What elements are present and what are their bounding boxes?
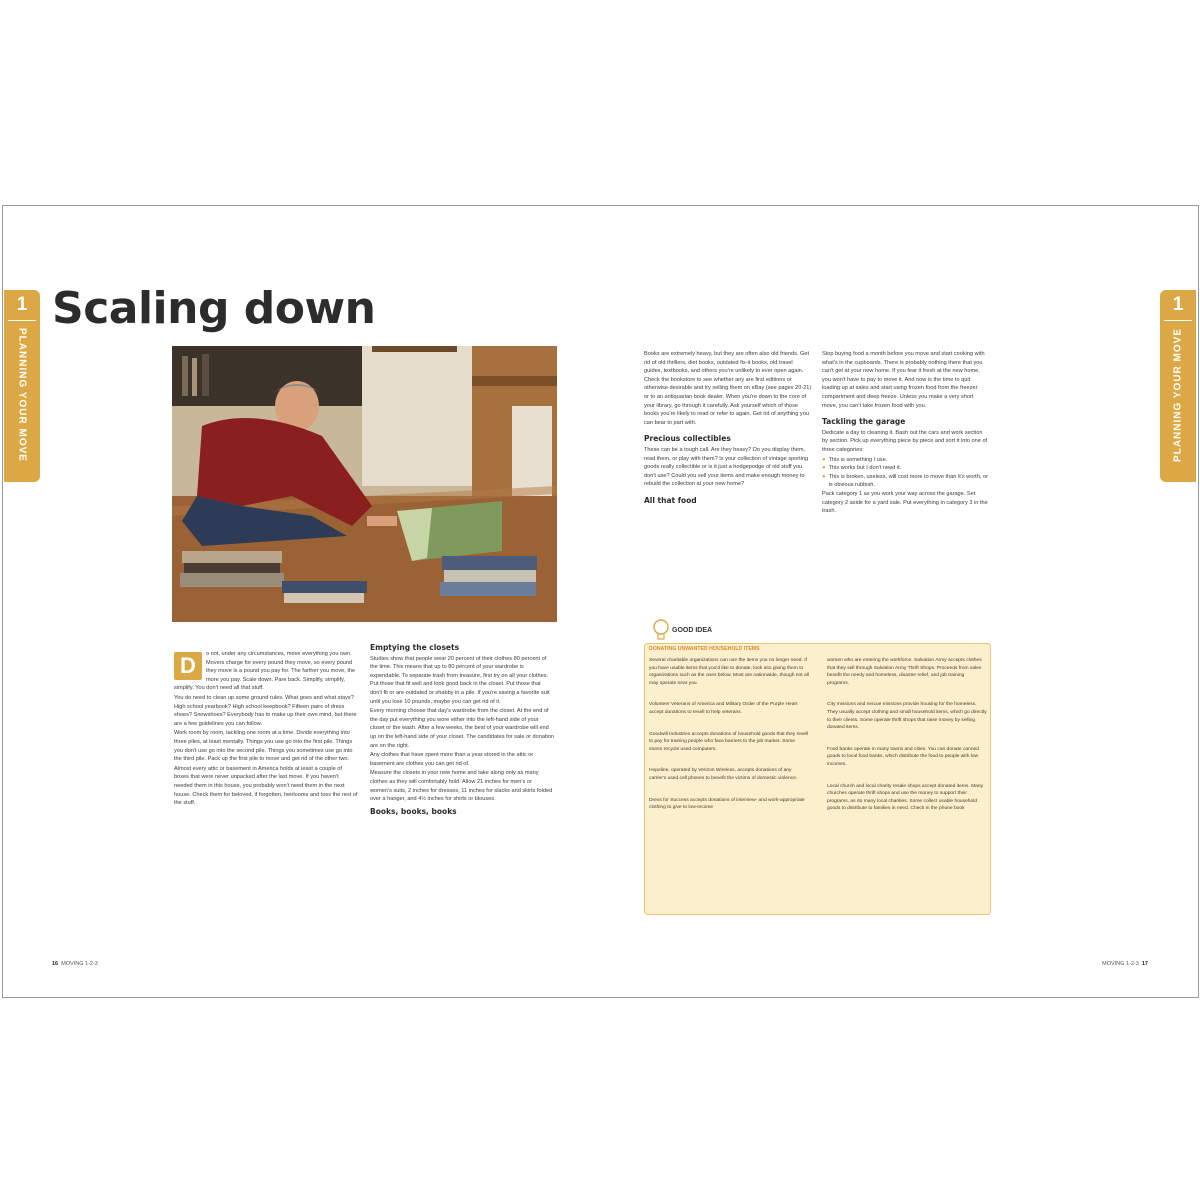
- page-number: 16: [52, 961, 59, 967]
- body-paragraph: Any clothes that have spent more than a year stored in the attic or basement are clothes you can get rid of.: [370, 752, 534, 767]
- body-paragraph: Studies show that people wear 20 percent of their clothes 80 percent of the time. This means that up to 80 percent of your wardrobe is expendable. To separate trash from treasure, first try on all your clothes. Put those that fit well and look good back in the closet. Put those that don't fit or are outdated or shabby in a pile. If you're saving a favorite suit until you lose 10 pounds, maybe you can get rid of it.: [370, 655, 550, 705]
- box-paragraph: Dress for Success accepts donations of interview- and work-appropriate clothing to give to low-income: [649, 797, 805, 811]
- running-footer: MOVING 1-2-3: [1102, 961, 1139, 967]
- running-footer: MOVING 1-2-3: [61, 961, 98, 967]
- body-paragraph: Pack category 1 as you work your way across the garage. Set category 2 aside for a yard sale. Put everything in category 3 in the trash.: [822, 490, 988, 515]
- list-item: ● This works but I don't need it.: [822, 465, 902, 472]
- folio-right: [1102, 961, 1148, 967]
- body-paragraph: Measure the closets in your new home and take along only as many clothes as they will comfortably hold. Allow 21 inches for men's or women's suits, 2 inches for dresses, 11 inches for slacks and skirts folded over a hanger, and 4½ inches for shirts or blouses.: [370, 770, 553, 803]
- section-heading: Books, books, books: [370, 806, 457, 816]
- good-idea-header: [644, 612, 989, 642]
- article-column-4: [822, 350, 988, 517]
- box-paragraph: City missions and rescue missions provide housing for the homeless. They usually accept clothing and small household items, which go directly to their clients. Some operate thrift shops that raise money by selling donated items.: [827, 702, 987, 731]
- section-heading: Tackling the garage: [822, 417, 906, 427]
- good-idea-label: GOOD IDEA: [672, 627, 713, 634]
- chapter-tab-label: PLANNING YOUR MOVE: [16, 328, 28, 462]
- body-paragraph: Dedicate a day to cleaning it. Bash out the cars and work section by section. Pick up everything piece by piece and sort it into one of three categories:: [822, 429, 988, 453]
- article-column-3: [644, 350, 812, 508]
- page-title: Scaling down: [52, 283, 376, 334]
- body-paragraph: Work room by room, tackling one room at a time. Divide everything into three piles, at least mentally. Things you use go into the first pile. Things you don't use go into the second pile. Things you sometimes use go into the third pile. Pack up the first pile to move and get rid of the other two.: [174, 730, 353, 763]
- section-heading: Precious collectibles: [644, 434, 731, 444]
- box-paragraph: Volunteer Veterans of America and Military Order of the Purple Heart accept donations to resell to help veterans.: [649, 702, 798, 715]
- bullet-icon: ●: [822, 456, 826, 463]
- bullet-icon: ●: [822, 473, 826, 480]
- body-paragraph: These can be a tough call. Are they heavy? Do you display them, read them, or play with them? Is your collection of vintage sporting goods really collectible or is it just a hodgepodge of old stuff you don't use? Could you sell your items and make enough money to rebuild the collection at your new home?: [644, 446, 809, 488]
- body-paragraph: Stop buying food a month before you move and start cooking with what's in the cupboards. There is probably nothing there that you can't get at your new home. If you fear it fresh at the new home, you won't have to pay to move it. And now is the time to quit loading up at sales and start using frozen food from the freezer compartment and deep freeze. Unless you make a very short move, you can't take frozen food with you.: [822, 351, 985, 409]
- list-item: ● This is broken, useless, will cost more to move than it's worth, or is obvious rubbish.: [822, 473, 988, 489]
- chapter-tab-right: [1160, 290, 1196, 482]
- chapter-tab-label: PLANNING YOUR MOVE: [1172, 328, 1184, 462]
- box-paragraph: Goodwill Industries accepts donations of household goods that they resell to pay for training people who face barriers to the job market. Some stores recycle used computers.: [649, 731, 809, 752]
- page-number: 17: [1141, 961, 1148, 967]
- tab-divider: [1164, 320, 1192, 321]
- lightbulb-icon: [652, 618, 670, 642]
- article-column-1: [174, 650, 358, 809]
- section-heading: Emptying the closets: [370, 643, 460, 652]
- chapter-number: 1: [1172, 294, 1184, 315]
- box-column-1: [649, 657, 809, 826]
- chapter-tab-left: [4, 290, 40, 482]
- body-paragraph: o not, under any circumstances, move everything you own. Movers charge for every pound they move, so every pound they move is a pound you pay for. The farther you move, the more you pay. Scale down. Pare back. Simplify, simplify, simplify. You don't need all that stuff.: [174, 651, 356, 692]
- box-paragraph: Several charitable organizations can use the items you no longer need. If you have usable items that you'd like to donate, look into giving them to organizations such as the ones below. Most are nationwide, though not all may operate near you.: [649, 658, 809, 686]
- chapter-number: 1: [16, 294, 28, 315]
- body-paragraph: Almost every attic or basement in America holds at least a couple of boxes that were never unpacked after the last move. If you haven't needed them in this house, you probably won't need them in the next house. Check them for beloved, if forgotten, heirlooms and toss the rest of the stuff.: [174, 765, 358, 807]
- body-paragraph: You do need to clean up some ground rules. What goes and what stays? High school yearbook? High school keepbook? Fifteen pairs of dress shoes? Snowshoes? Everybody has to make up their own mind, but there are a few guidelines you can follow.: [174, 694, 357, 727]
- box-paragraph: Hopeline, operated by Verizon Wireless, accepts donations of any carrier's used cell phones to benefit the victims of domestic violence.: [649, 768, 798, 781]
- photo-man-sorting-books: [172, 346, 557, 622]
- drop-cap: D: [174, 652, 202, 680]
- good-idea-box: [644, 643, 991, 915]
- list-item: ● This is something I use.: [822, 456, 888, 463]
- bullet-icon: ●: [822, 465, 826, 472]
- article-column-2: [370, 640, 554, 818]
- box-column-2: [827, 657, 987, 827]
- tab-divider: [8, 320, 36, 321]
- body-paragraph: Every morning choose that day's wardrobe from the closet. At the end of the day put everything you wore either into the left-hand side of your closet or the wash. After a few weeks, the best of your wardrobe will end up on the left-hand side of your closet. The candidates for sale or donation are on the right.: [370, 708, 554, 749]
- box-paragraph: Food banks operate in many towns and cities. You can donate canned goods to local food banks, which distribute the food to people with low incomes.: [827, 746, 979, 767]
- section-heading: All that food: [644, 495, 697, 505]
- folio-left: [52, 961, 98, 967]
- box-paragraph: Local church and local charity resale shops accept donated items. Many churches operate thrift shops and use the money to support their programs, as do many local charities. Some collect usable household goods to distribute to families in need. Check in the phone book: [827, 783, 984, 812]
- box-paragraph: women who are entering the workforce. Salvation Army accepts clothes that they sell through Salvation Army Thrift Shops. Proceeds from sales benefit the needy and homeless, disaster relief, and job training programs.: [827, 658, 982, 686]
- box-heading: DONATING UNWANTED HOUSEHOLD ITEMS: [649, 646, 760, 652]
- body-paragraph: Books are extremely heavy, but they are often also old friends. Get rid of old thrillers, diet books, outdated fix-it books, old travel guides, textbooks, and others you're unlikely to ever open again. Check the bookstore to see whether any are first editions or otherwise desirable and try selling them on eBay (see pages 20-21) or to an antiquarian book dealer. When you're down to the core of your library, go through it carefully. Ask yourself which of those books you're likely to read or refer to again. Get rid of anything you can bear to part with.: [644, 351, 812, 426]
